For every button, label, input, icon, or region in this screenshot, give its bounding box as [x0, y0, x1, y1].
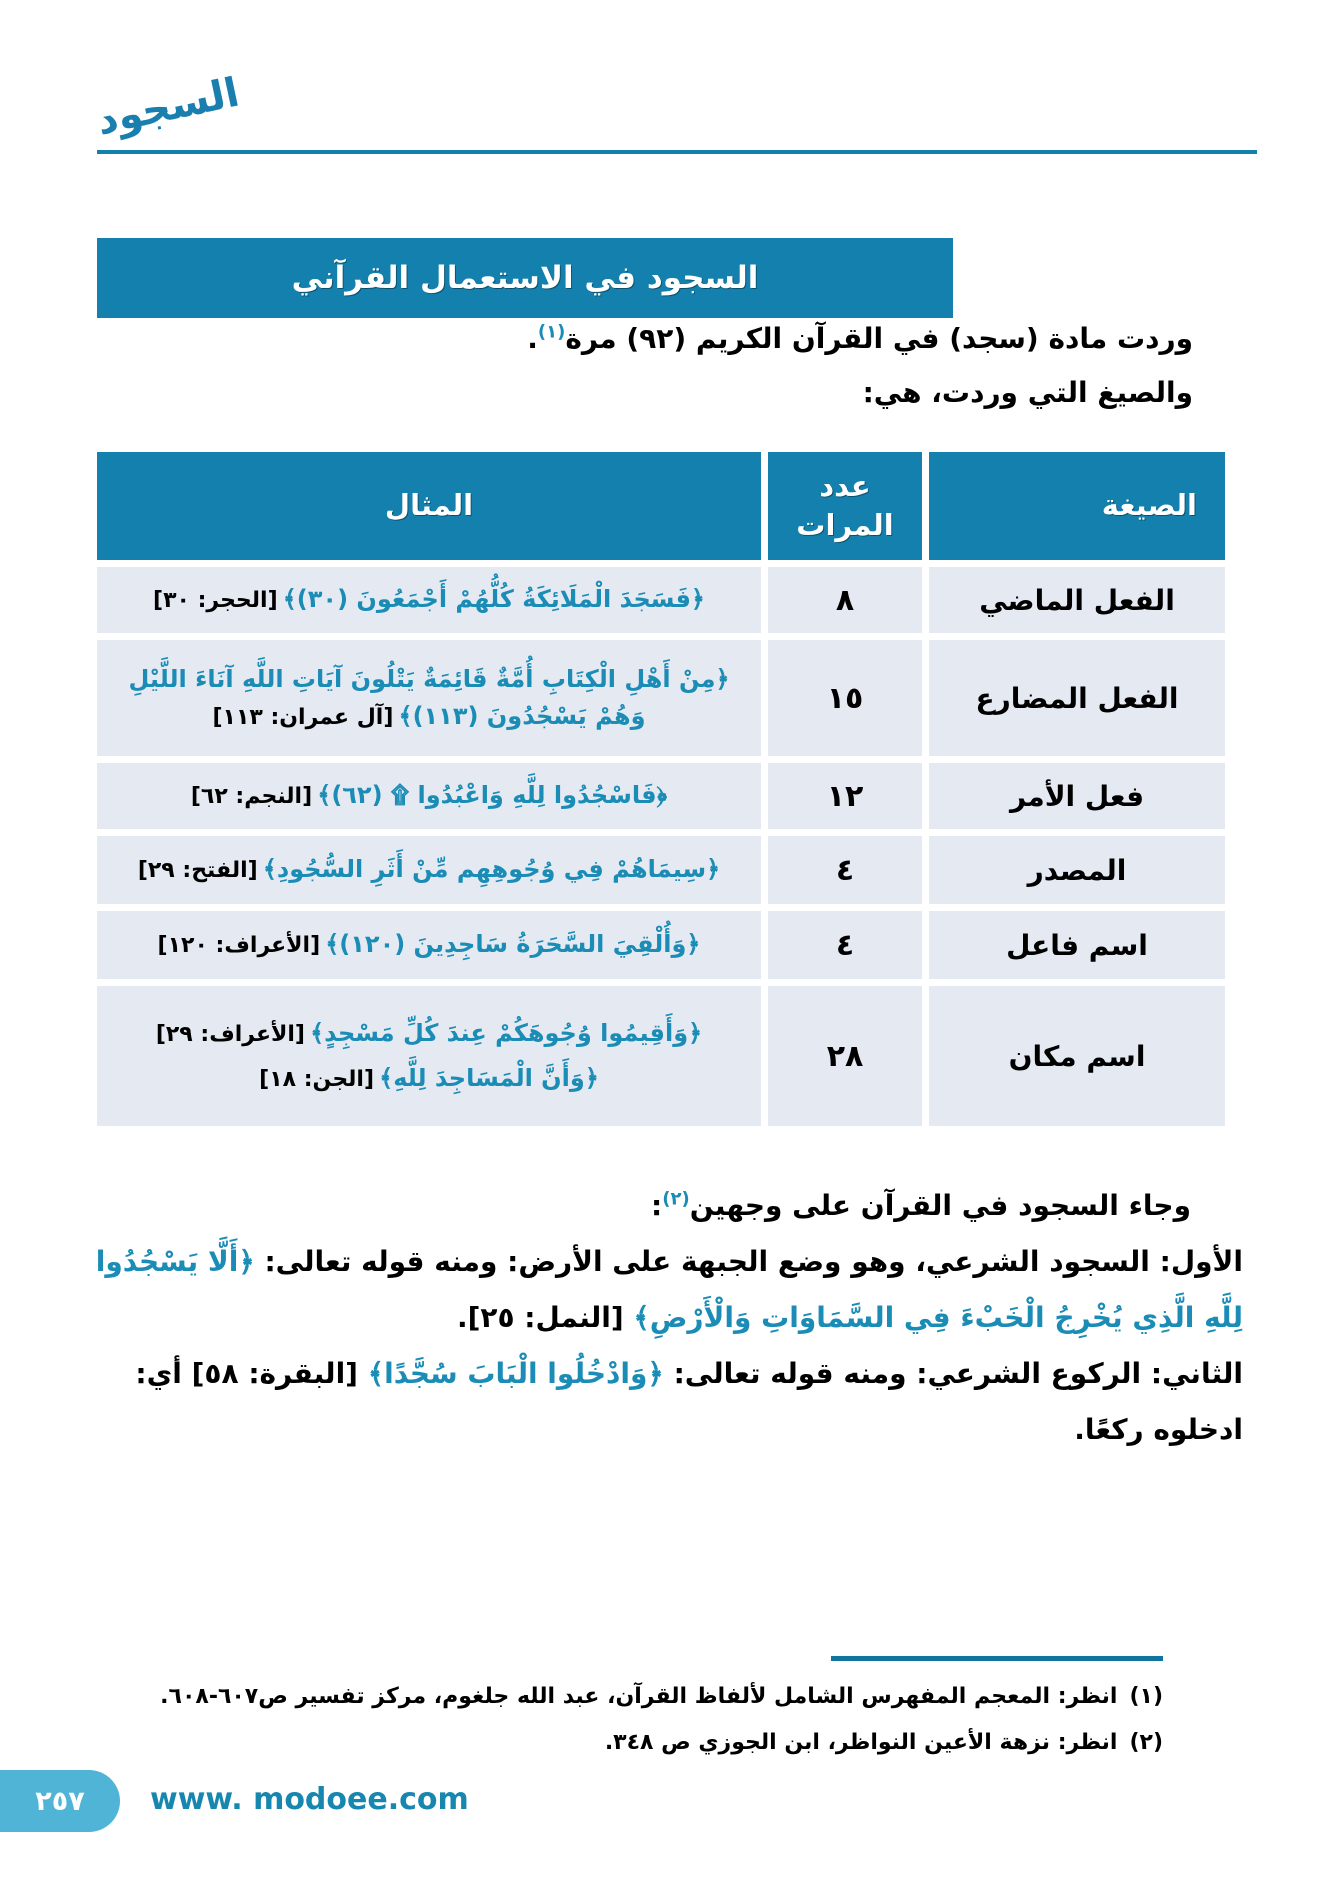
footnote-1-text: انظر: المعجم المفهرس الشامل لألفاظ القرآن، عبد الله جلغوم، مركز تفسير ص٦٠٧-٦٠٨. [160, 1684, 1118, 1709]
table-header-form: الصيغة [929, 452, 1225, 560]
header-rule [97, 150, 1257, 154]
table-row-3-form: فعل الأمر [929, 763, 1225, 829]
table-row-1-form: الفعل الماضي [929, 567, 1225, 633]
table-row-3-example [97, 763, 761, 829]
paragraph-second-continuation: ادخلوه ركعًا. [1074, 1413, 1243, 1446]
footnote-separator-rule [831, 1656, 1163, 1661]
forms-table [97, 452, 1225, 1126]
table-row-5-form: اسم فاعل [929, 911, 1225, 979]
body-text [95, 1178, 1243, 1458]
table-row-5-example [97, 911, 761, 979]
table-row-1-example [97, 567, 761, 633]
footnote-1-number: (١) [1129, 1684, 1163, 1709]
footnote-2-number: (٢) [1129, 1730, 1163, 1755]
table-row-6-form: اسم مكان [929, 986, 1225, 1126]
verse-reference: [الفتح: ٢٩] [137, 858, 258, 884]
website-url: www. modoee.com [150, 1782, 469, 1817]
chapter-calligraphy-word: السجود [92, 69, 244, 145]
verse-reference: [الأعراف: ١٢٠] [157, 933, 321, 959]
verse-reference: [الحجر: ٣٠] [153, 588, 278, 614]
intro-line-1 [97, 322, 1243, 355]
table-row-1-count: ٨ [768, 567, 922, 633]
footnote-1 [110, 1674, 1163, 1720]
first-label: الأول: [1159, 1245, 1243, 1278]
table-header-example: المثال [97, 452, 761, 560]
table-row-5-count: ٤ [768, 911, 922, 979]
lead-text: وجاء السجود في القرآن على وجهين [689, 1189, 1191, 1222]
footnote-marker-2: (٢) [662, 1188, 690, 1210]
section-title: السجود في الاستعمال القرآني [291, 260, 759, 296]
second-label: الثاني: [1150, 1357, 1243, 1390]
verse-reference: [الجن: ١٨] [259, 1067, 375, 1092]
verse-reference: [آل عمران: ١١٣] [212, 705, 394, 730]
paragraph-first-meaning [95, 1234, 1243, 1346]
quran-verse-inline: ﴿أَلَّا يَسْجُدُوا لِلَّهِ الَّذِي يُخْرِجُ الْخَبْءَ فِي السَّمَاوَاتِ وَالْأَرْضِ﴾ [95, 1245, 1243, 1334]
table-header-count: عدد المرات [768, 452, 922, 560]
intro-line-1-text: وردت مادة (سجد) في القرآن الكريم (٩٢) مرة [565, 322, 1193, 355]
paragraph-lead [95, 1178, 1243, 1234]
quran-verse: ﴿فَاسْجُدُوا لِلَّهِ وَاعْبُدُوا ۩ (٦٢)﴾ [317, 781, 668, 810]
table-row-2-example [97, 640, 761, 756]
footnote-marker-1: (١) [537, 321, 566, 343]
table-row-6-example [97, 986, 761, 1126]
second-reference: [البقرة: ٥٨] [191, 1357, 368, 1390]
verse-reference: [النجم: ٦٢] [190, 784, 313, 810]
footnotes-block [110, 1674, 1163, 1766]
page-number: ٢٥٧ [35, 1785, 85, 1817]
table-row-4-count: ٤ [768, 836, 922, 904]
verse-reference: [الأعراف: ٢٩] [155, 1021, 305, 1047]
intro-line-1-period: . [527, 322, 538, 355]
intro-line-2: والصيغ التي وردت، هي: [862, 376, 1193, 409]
quran-verse: ﴿فَسَجَدَ الْمَلَائِكَةُ كُلُّهُمْ أَجْمَعُونَ (٣٠)﴾ [282, 585, 705, 614]
second-tail: أي: [135, 1357, 192, 1390]
first-text: السجود الشرعي، وهو وضع الجبهة على الأرض: ومنه قوله تعالى: [254, 1245, 1160, 1278]
footnote-2-text: انظر: نزهة الأعين النواظر، ابن الجوزي ص ٣٤٨. [604, 1730, 1118, 1755]
quran-verse-inline: ﴿وَادْخُلُوا الْبَابَ سُجَّدًا﴾ [367, 1357, 664, 1390]
quran-verse: ﴿مِنْ أَهْلِ الْكِتَابِ أُمَّةٌ قَائِمَةٌ يَتْلُونَ آيَاتِ اللَّهِ آنَاءَ اللَّيْلِ وَهُمْ يَسْجُدُونَ (١١٣)﴾ [128, 664, 730, 730]
quran-verse: ﴿وَأَنَّ الْمَسَاجِدَ لِلَّهِ﴾ [379, 1064, 599, 1092]
first-reference: [النمل: ٢٥]. [456, 1301, 634, 1334]
quran-verse: ﴿وَأُلْقِيَ السَّحَرَةُ سَاجِدِينَ (١٢٠)﴾ [325, 930, 701, 959]
second-text: الركوع الشرعي: ومنه قوله تعالى: [663, 1357, 1151, 1390]
table-row-6-count: ٢٨ [768, 986, 922, 1126]
section-title-bar [97, 238, 953, 318]
table-row-4-form: المصدر [929, 836, 1225, 904]
quran-verse: ﴿وَأَقِيمُوا وُجُوهَكُمْ عِندَ كُلِّ مَسْجِدٍ﴾ [310, 1018, 703, 1047]
footnote-2 [110, 1720, 1163, 1766]
quran-verse: ﴿سِيمَاهُمْ فِي وُجُوهِهِم مِّنْ أَثَرِ السُّجُودِ﴾ [262, 855, 721, 884]
table-row-2-form: الفعل المضارع [929, 640, 1225, 756]
table-row-2-count: ١٥ [768, 640, 922, 756]
lead-colon: : [651, 1189, 663, 1222]
table-row-4-example [97, 836, 761, 904]
page-number-badge [0, 1770, 120, 1832]
paragraph-second-meaning [95, 1346, 1243, 1402]
table-row-3-count: ١٢ [768, 763, 922, 829]
